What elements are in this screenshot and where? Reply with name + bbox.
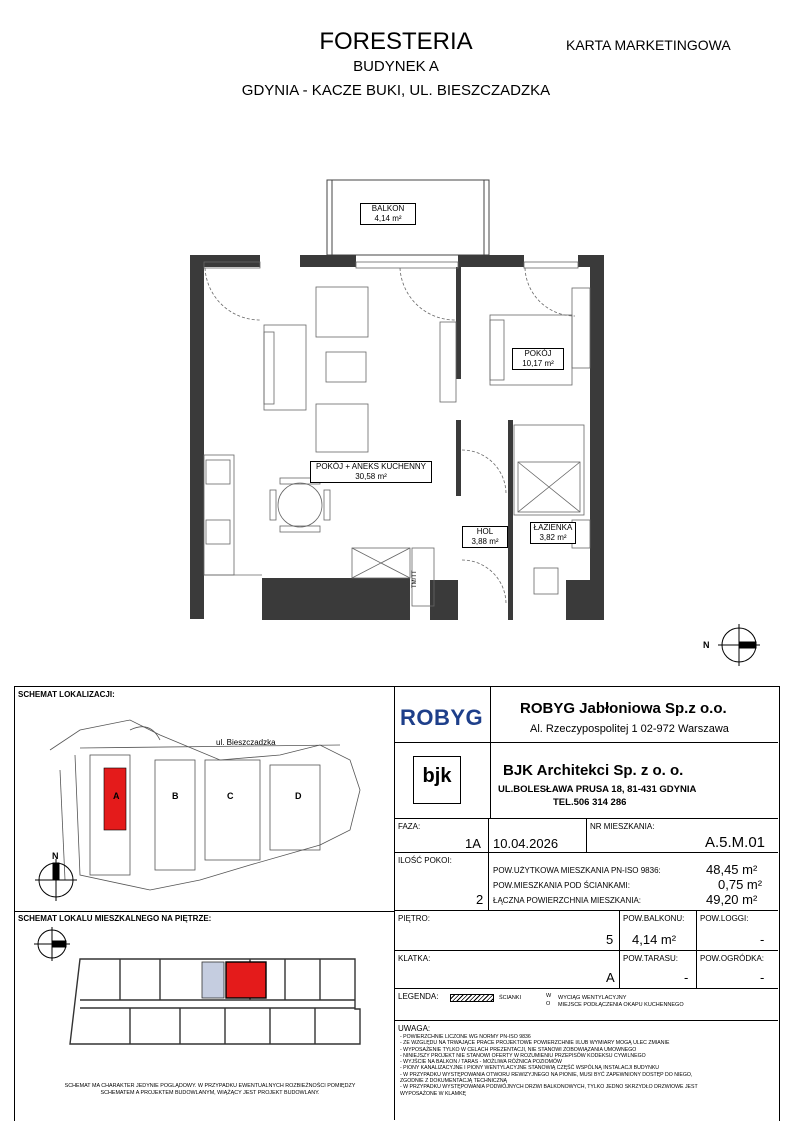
- room-bedroom: [512, 348, 564, 370]
- garden-label: POW.OGRÓDKA:: [700, 954, 765, 963]
- legend-walls-text: ŚCIANKI: [499, 995, 522, 1001]
- notes-list: [400, 1034, 700, 1097]
- loggia-value: -: [760, 932, 765, 947]
- room-balcony: [360, 203, 416, 225]
- note-item: - WYPOSAŻENIE TYLKO W CELACH PREZENTACJI, NIE STANOWI ZOBOWIĄZANIA UMOWNEGO: [400, 1046, 637, 1053]
- developer-address: Al. Rzeczypospolitej 1 02-972 Warszawa: [530, 723, 729, 735]
- loggia-label: POW.LOGGI:: [700, 914, 749, 923]
- floor-scheme-map: [20, 924, 390, 1089]
- floor-label: PIĘTRO:: [398, 914, 431, 923]
- building-a-label: A: [113, 791, 120, 801]
- legend-walls-swatch: [450, 994, 494, 1002]
- room-area: 30,58 m²: [355, 472, 387, 481]
- room-name: HOL: [476, 527, 494, 536]
- area-total-value: 49,20 m²: [706, 892, 758, 907]
- room-living: [310, 461, 432, 483]
- developer-name: ROBYG Jabłoniowa Sp.z o.o.: [520, 700, 727, 717]
- floor-value: 5: [606, 932, 614, 947]
- address-line: GDYNIA - KACZE BUKI, UL. BIESZCZADZKA: [241, 82, 551, 99]
- floor-scheme-disclaimer: SCHEMAT MA CHARAKTER JEDYNIE POGLĄDOWY. W PRZYPADKU EWENTUALNYCH ROZBIEŻNOŚCI POMIĘDZY SCHEMATEM A PROJEKTEM BUDOWLANYM, WIĄŻĄCY JEST PROJEKT BUDOWLANY.: [64, 1083, 356, 1096]
- room-name: POKÓJ + ANEKS KUCHENNY: [315, 462, 427, 471]
- legend-o: O: [546, 1001, 551, 1007]
- plan-compass: [718, 624, 760, 666]
- stair-value: A: [606, 970, 615, 985]
- architect-address: UL.BOLESŁAWA PRUSA 18, 81-431 GDYNIA: [498, 784, 697, 795]
- card-type: KARTA MARKETINGOWA: [566, 37, 731, 53]
- building-d-label: D: [295, 791, 302, 801]
- balcony-value: 4,14 m²: [632, 932, 677, 947]
- room-area: 4,14 m²: [374, 214, 402, 223]
- note-item: - W PRZYPADKU WYSTĘPOWANIA PODWÓJNYCH DRZWI BALKONOWYCH, TYLKO JEDNO SKRZYDŁO DRZWIOWE JEST WYPOSAŻONE W KLAMKĘ: [400, 1084, 698, 1097]
- area-walls-label: POW.MIESZKANIA POD ŚCIANKAMI:: [493, 881, 630, 890]
- phase-value: 1A: [465, 836, 481, 851]
- rooms-value: 2: [476, 892, 484, 907]
- rooms-label: ILOŚĆ POKOI:: [398, 856, 452, 865]
- vent-label: TM/TT: [412, 570, 418, 588]
- bjk-logo-text: bjk: [422, 765, 452, 787]
- note-item: - NINIEJSZY PROJEKT NIE STANOWI OFERTY W ROZUMIENIU PRZEPISÓW KODEKSU CYWILNEGO: [400, 1052, 646, 1059]
- legend-w: W: [546, 993, 552, 999]
- room-name: BALKON: [371, 204, 405, 213]
- terrace-label: POW.TARASU:: [623, 954, 678, 963]
- area-usable-value: 48,45 m²: [706, 862, 758, 877]
- stair-block: [202, 962, 224, 998]
- room-area: 10,17 m²: [522, 359, 554, 368]
- room-bathroom: [530, 522, 576, 544]
- area-walls-value: 0,75 m²: [718, 877, 763, 892]
- room-hall: [462, 526, 508, 548]
- location-compass-n: N: [52, 851, 59, 861]
- phase-label: FAZA:: [398, 822, 421, 831]
- architect-phone: TEL.506 314 286: [553, 797, 627, 808]
- building-name: BUDYNEK A: [353, 58, 439, 75]
- location-map: [20, 700, 390, 905]
- area-usable-label: POW.UŻYTKOWA MIESZKANIA PN-ISO 9836:: [493, 866, 661, 875]
- room-area: 3,82 m²: [539, 533, 567, 542]
- legend-vent-text: WYCIĄG WENTYLACYJNY: [558, 995, 627, 1001]
- legend-label: LEGENDA:: [398, 992, 439, 1001]
- building-b-label: B: [172, 791, 179, 801]
- room-area: 3,88 m²: [471, 537, 499, 546]
- floor-scheme-title: SCHEMAT LOKALU MIESZKALNEGO NA PIĘTRZE:: [18, 914, 212, 923]
- note-item: - WYJŚCIE NA BALKON / TARAS - MOŻLIWA RÓŻNICA POZIOMÓW: [400, 1059, 562, 1066]
- room-name: POKÓJ: [524, 349, 552, 358]
- note-item: - PIONY KANALIZACYJNE I PIONY WENTYLACYJNE STANOWIĄ CZĘŚĆ WSPÓLNĄ INSTALACJI BUDYNKU: [400, 1065, 660, 1072]
- apt-no-value: A.5.M.01: [705, 834, 766, 851]
- bjk-logo: [413, 756, 461, 804]
- legend-kitchen-text: MIEJSCE PODŁĄCZENIA OKAPU KUCHENNEGO: [558, 1002, 684, 1008]
- garden-value: -: [760, 970, 765, 985]
- balcony-label: POW.BALKONU:: [623, 914, 685, 923]
- apt-no-label: NR MIESZKANIA:: [590, 822, 655, 831]
- room-name: ŁAZIENKA: [533, 523, 573, 532]
- note-item: - W PRZYPADKU WYSTĘPOWANIA OTWORU REWIZYJNEGO NA PIONIE, MUSI BYĆ ZAPEWNIONY DOSTĘP DO NIEGO, ZGODNIE Z DOKUMENTACJĄ TECHNICZNĄ: [400, 1071, 693, 1085]
- apartment-highlight: [226, 962, 266, 998]
- date-value: 10.04.2026: [493, 836, 559, 851]
- note-item: - POWIERZCHNIE LICZONE WG NORMY PN-ISO 9836: [400, 1034, 531, 1040]
- robyg-logo: ROBYG: [400, 705, 484, 730]
- architect-name: BJK Architekci Sp. z o. o.: [503, 762, 684, 779]
- note-item: - ZE WZGLĘDU NA TRWAJĄCE PRACE PROJEKTOWE POWIERZCHNIE I/LUB WYMIARY MOGĄ ULEC ZMIANIE: [400, 1040, 670, 1047]
- stair-label: KLATKA:: [398, 954, 431, 963]
- project-title: FORESTERIA: [319, 28, 473, 55]
- compass-n-label: N: [703, 640, 710, 650]
- terrace-value: -: [684, 970, 689, 985]
- notes-label: UWAGA:: [398, 1024, 431, 1033]
- street-label: ul. Bieszczadzka: [216, 738, 276, 747]
- area-total-label: ŁĄCZNA POWIERZCHNIA MIESZKANIA:: [493, 896, 642, 905]
- location-title: SCHEMAT LOKALIZACJI:: [18, 690, 115, 699]
- building-c-label: C: [227, 791, 234, 801]
